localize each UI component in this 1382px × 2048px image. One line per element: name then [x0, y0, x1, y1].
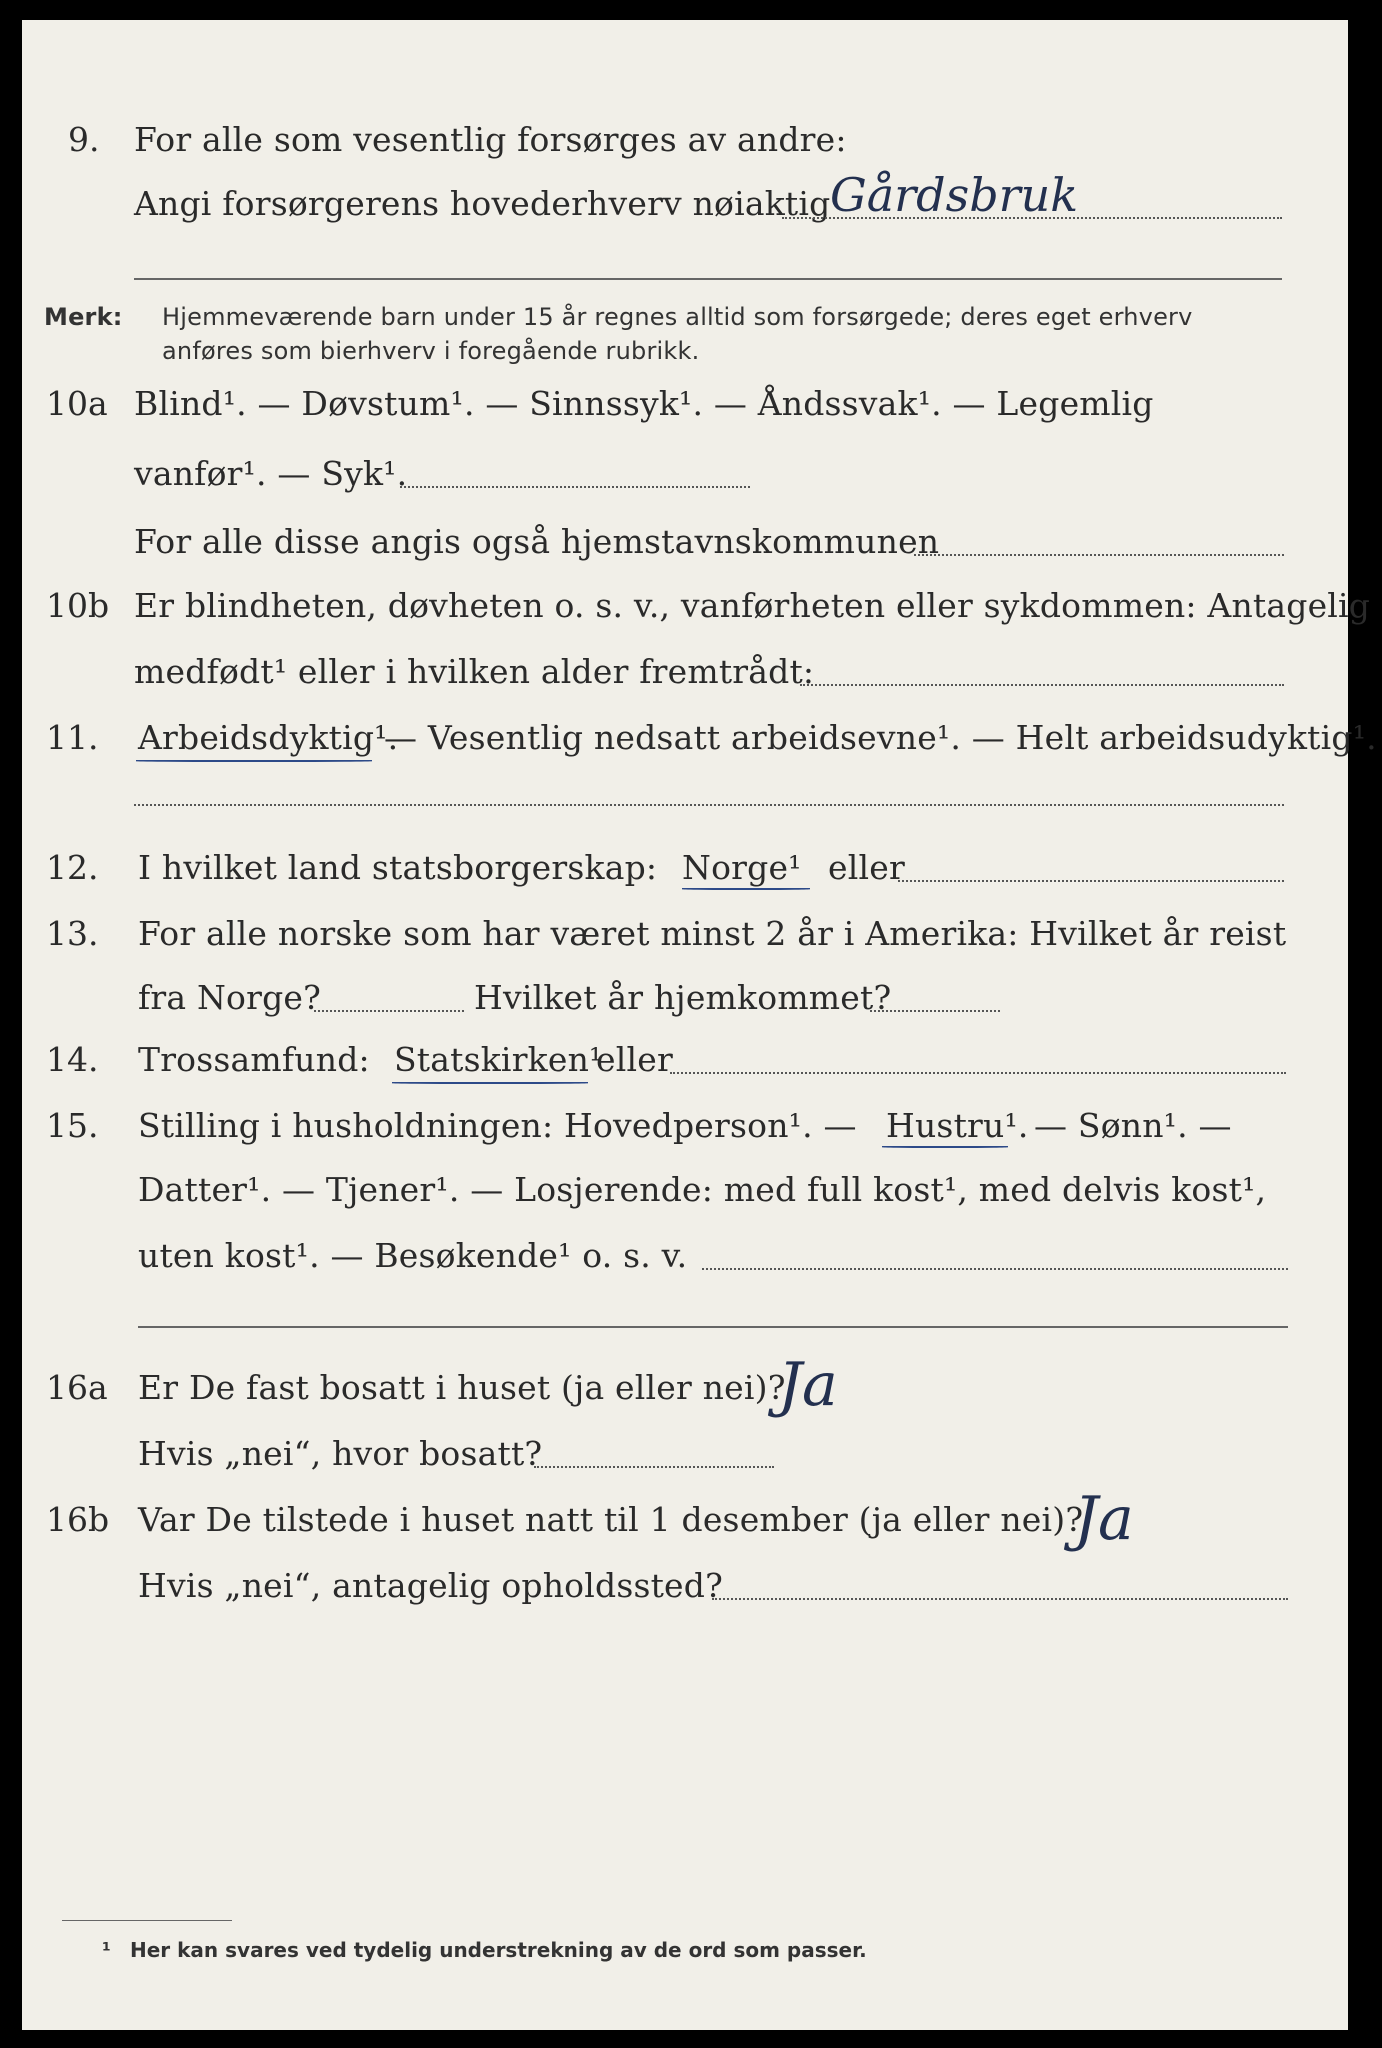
q10b-answer-line — [800, 684, 1284, 686]
q13-line1: For alle norske som har været minst 2 år i Amerika: Hvilket år reist — [138, 914, 1287, 953]
q9-line2: Angi forsørgerens hovederhverv nøiaktig — [134, 184, 831, 223]
q15-answer-line — [702, 1268, 1288, 1270]
q10b-line2: medfødt¹ eller i hvilken alder fremtrådt: — [134, 652, 815, 691]
footnote-separator — [62, 1920, 232, 1921]
q16a-bosatt-line — [534, 1466, 774, 1468]
q10a-line3: For alle disse angis også hjemstavnskommunen — [134, 522, 940, 561]
q15-line1a: Stilling i husholdningen: Hovedperson¹. — — [138, 1106, 857, 1145]
q13-line2a: fra Norge? — [138, 978, 322, 1017]
q12-number: 12. — [46, 848, 99, 887]
q16a-line1: Er De fast bosatt i huset (ja eller nei)? — [138, 1368, 786, 1407]
q15-underline-mark — [882, 1146, 1008, 1148]
q16b-handwritten-answer: Ja — [1074, 1484, 1134, 1554]
q10a-hjemstavn-line — [914, 554, 1284, 556]
q9-line1: For alle som vesentlig forsørges av andre: — [134, 120, 847, 159]
q14-option-statskirken: Statskirken¹ — [394, 1040, 603, 1079]
q12-underline-mark — [682, 888, 810, 890]
q14-underline-mark — [392, 1082, 588, 1084]
q16a-line2: Hvis „nei“, hvor bosatt? — [138, 1434, 543, 1473]
merk-label: Merk: — [44, 303, 123, 331]
q12-suffix: eller — [828, 848, 905, 887]
q14-suffix: eller — [596, 1040, 673, 1079]
q14-prefix: Trossamfund: — [138, 1040, 370, 1079]
q13-hjemkommet-line — [870, 1010, 1000, 1012]
q13-reist-line — [314, 1010, 464, 1012]
q15-number: 15. — [46, 1106, 99, 1145]
q13-number: 13. — [46, 914, 99, 953]
merk-line1: Hjemmeværende barn under 15 år regnes alltid som forsørgede; deres eget erhverv — [162, 303, 1193, 331]
q10a-number: 10a — [46, 384, 108, 423]
q16b-line2: Hvis „nei“, antagelig opholdssted? — [138, 1566, 723, 1605]
q14-answer-line — [670, 1072, 1286, 1074]
q11-option-arbeidsdyktig: Arbeidsdyktig¹. — [138, 718, 399, 757]
q11-rest: — Vesentlig nedsatt arbeidsevne¹. — Helt arbeidsudyktig¹. — [384, 718, 1377, 757]
q16b-number: 16b — [46, 1500, 110, 1539]
q15-blank-line — [138, 1326, 1288, 1328]
q11-number: 11. — [46, 718, 99, 757]
q14-number: 14. — [46, 1040, 99, 1079]
q15-line1b: — Sønn¹. — — [1034, 1106, 1232, 1145]
census-form-page — [22, 20, 1377, 2030]
merk-line2: anføres som bierhverv i foregående rubrikk. — [162, 337, 700, 365]
q10a-line1: Blind¹. — Døvstum¹. — Sinnssyk¹. — Åndssvak¹. — Legemlig — [134, 384, 1154, 423]
q10b-number: 10b — [46, 586, 110, 625]
q12-answer-line — [898, 880, 1284, 882]
q10b-line1: Er blindheten, døvheten o. s. v., vanførheten eller sykdommen: Antagelig — [134, 586, 1371, 625]
q11-blank-line — [134, 804, 1284, 806]
q10a-line2: vanfør¹. — Syk¹. — [134, 454, 408, 493]
q16b-line1: Var De tilstede i huset natt til 1 desember (ja eller nei)? — [138, 1500, 1084, 1539]
q13-line2b: Hvilket år hjemkommet? — [474, 978, 892, 1017]
q15-option-hustru: Hustru¹. — [886, 1106, 1029, 1145]
q16a-number: 16a — [46, 1368, 108, 1407]
q15-line2: Datter¹. — Tjener¹. — Losjerende: med full kost¹, med delvis kost¹, — [138, 1170, 1267, 1209]
q11-underline-mark — [136, 760, 372, 762]
footnote-text: Her kan svares ved tydelig understrekning av de ord som passer. — [130, 1938, 867, 1962]
q15-line3: uten kost¹. — Besøkende¹ o. s. v. — [138, 1236, 688, 1275]
footnote-mark: ¹ — [102, 1938, 111, 1962]
q12-option-norge: Norge¹ — [682, 848, 802, 887]
q16b-opholdssted-line — [712, 1598, 1288, 1600]
q12-prefix: I hvilket land statsborgerskap: — [138, 848, 658, 887]
q16a-handwritten-answer: Ja — [778, 1350, 838, 1420]
q10a-syk-line — [400, 486, 750, 488]
q9-handwritten-answer: Gårdsbruk — [830, 168, 1079, 222]
q9-number: 9. — [68, 120, 100, 159]
q9-blank-line — [134, 278, 1282, 280]
